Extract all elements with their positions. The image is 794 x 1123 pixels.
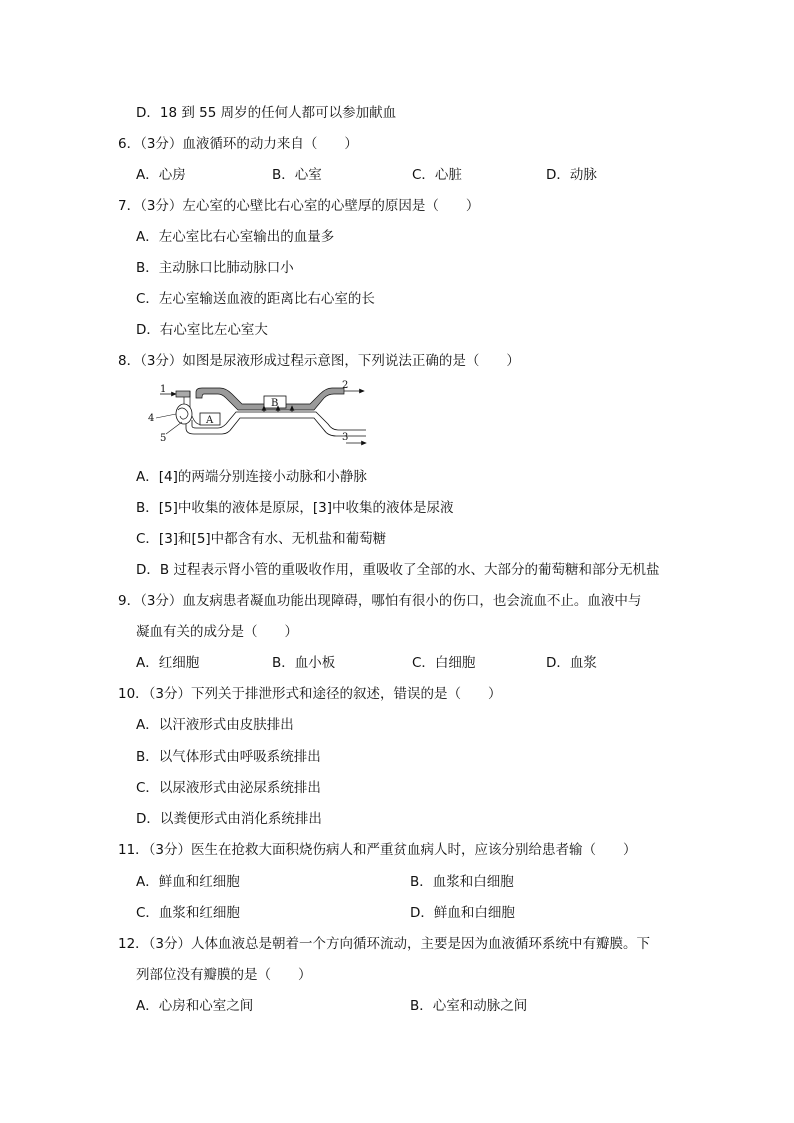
q6-option-a: A．心房 [136,167,186,183]
q7-option-a: A．左心室比右心室输出的血量多 [136,229,335,245]
q11-option-b: B．血浆和白细胞 [410,874,514,890]
label-4: 4 [148,413,155,424]
question-6: 6．（3分）血液循环的动力来自（ ） [118,136,358,152]
q9-option-c: C．白细胞 [412,655,476,671]
q9-option-b: B．血小板 [272,655,336,671]
q6-option-c: C．心脏 [412,167,462,183]
q10-option-c: C．以尿液形式由泌尿系统排出 [136,780,321,796]
q10-option-a: A．以汗液形式由皮肤排出 [136,717,294,733]
question-8: 8．（3分）如图是尿液形成过程示意图，下列说法正确的是（ ） [118,353,520,369]
label-5: 5 [160,433,167,444]
q6-option-d: D．动脉 [546,167,597,183]
q5-option-d: D．18 到 55 周岁的任何人都可以参加献血 [136,105,397,121]
q9-option-a: A．红细胞 [136,655,200,671]
q7-option-b: B．主动脉口比肺动脉口小 [136,260,294,276]
q7-option-d: D．右心室比左心室大 [136,322,268,338]
q10-option-b: B．以气体形式由呼吸系统排出 [136,749,321,765]
q8-option-b: B．[5]中收集的液体是原尿，[3]中收集的液体是尿液 [136,500,454,516]
q8-option-d: D．B 过程表示肾小管的重吸收作用，重吸收了全部的水、大部分的葡萄糖和部分无机盐 [136,562,660,578]
q7-option-c: C．左心室输送血液的距离比右心室的长 [136,291,375,307]
q12-option-b: B．心室和动脉之间 [410,998,528,1014]
q10-option-d: D．以粪便形式由消化系统排出 [136,811,322,827]
q8-option-a: A．[4]的两端分别连接小动脉和小静脉 [136,469,367,485]
label-1: 1 [160,384,167,395]
urine-formation-diagram [146,380,390,450]
question-12-cont: 列部位没有瓣膜的是（ ） [136,967,312,983]
box-b-label: B [271,398,279,409]
q11-option-d: D．鲜血和白细胞 [410,905,515,921]
q8-option-c: C．[3]和[5]中都含有水、无机盐和葡萄糖 [136,531,387,547]
question-10: 10．（3分）下列关于排泄形式和途径的叙述，错误的是（ ） [118,686,502,702]
q11-option-c: C．血浆和红细胞 [136,905,240,921]
q12-option-a: A．心房和心室之间 [136,998,254,1014]
box-a-label: A [206,415,214,426]
question-9: 9．（3分）血友病患者凝血功能出现障碍，哪怕有很小的伤口，也会流血不止。血液中与 [118,593,642,609]
q9-option-d: D．血浆 [546,655,597,671]
question-11: 11．（3分）医生在抢救大面积烧伤病人和严重贫血病人时，应该分别给患者输（ ） [118,842,637,858]
label-3: 3 [342,432,349,443]
question-9-cont: 凝血有关的成分是（ ） [136,624,298,640]
q6-option-b: B．心室 [272,167,322,183]
question-7: 7．（3分）左心室的心壁比右心室的心壁厚的原因是（ ） [118,198,480,214]
q11-option-a: A．鲜血和红细胞 [136,874,240,890]
label-2: 2 [342,380,349,391]
question-12: 12．（3分）人体血液总是朝着一个方向循环流动，主要是因为血液循环系统中有瓣膜。下 [118,936,651,952]
